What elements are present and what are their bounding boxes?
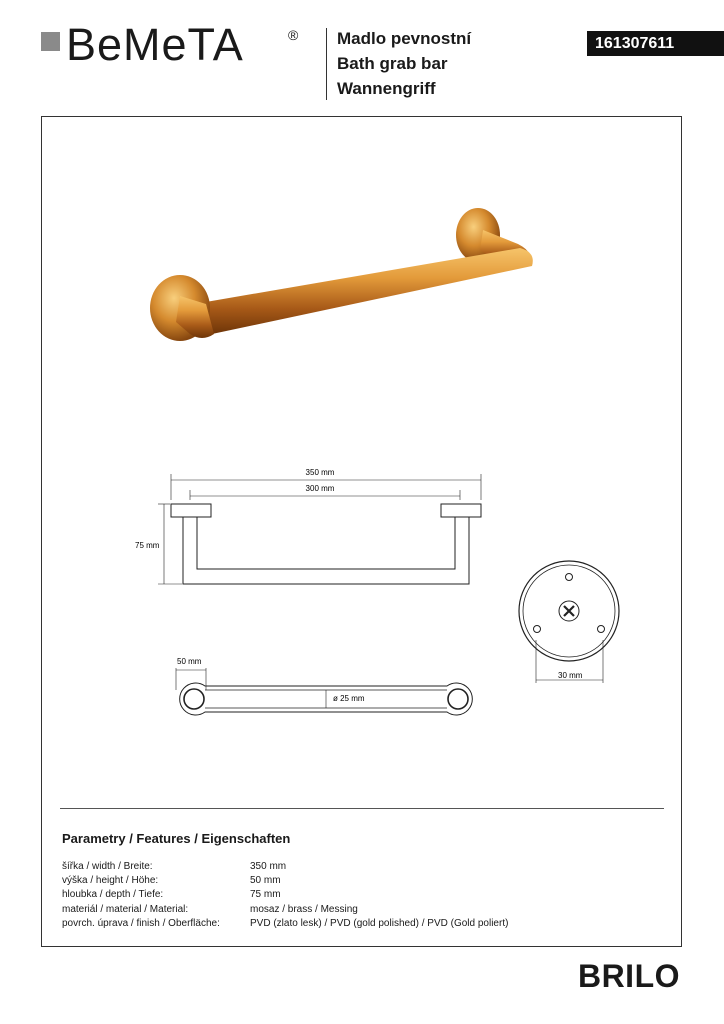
param-value: mosaz / brass / Messing [250, 903, 358, 915]
param-row [62, 888, 508, 902]
brand-logo: BeMeTA [66, 19, 244, 70]
dim-25: ø 25 mm [333, 694, 365, 703]
param-row [62, 903, 508, 917]
front-bar-outline [183, 517, 469, 584]
dim-300: 300 mm [305, 484, 335, 493]
params-table [62, 860, 508, 931]
product-code: 161307611 [587, 31, 724, 56]
dim-350: 350 mm [305, 468, 335, 477]
param-value: 50 mm [250, 875, 281, 887]
dim-50: 50 mm [177, 657, 202, 666]
param-value: 350 mm [250, 861, 287, 872]
section-divider [60, 808, 664, 809]
series-name: BRILO [577, 958, 680, 994]
dim-30: 30 mm [558, 671, 583, 680]
param-row [62, 874, 508, 888]
param-value: PVD (zlato lesk) / PVD (gold polished) / PVD (Gold poliert) [250, 917, 509, 929]
param-row [62, 917, 508, 931]
param-label: hloubka / depth / Tiefe: [62, 889, 164, 901]
title-cz: Madlo pevnostní [337, 29, 472, 48]
param-label: materiál / material / Material: [62, 903, 189, 915]
dim-75: 75 mm [135, 541, 160, 550]
front-flange-right [441, 504, 481, 517]
param-label: výška / height / Höhe: [62, 875, 159, 887]
param-label: šířka / width / Breite: [62, 861, 153, 872]
title-de: Wannengriff [337, 79, 436, 98]
param-row [62, 860, 508, 874]
title-en: Bath grab bar [337, 54, 448, 73]
params-heading: Parametry / Features / Eigenschaften [62, 831, 291, 846]
param-label: povrch. úprava / finish / Oberfläche: [62, 917, 220, 929]
param-value: 75 mm [250, 889, 281, 901]
front-flange-left [171, 504, 211, 517]
registered-mark: ® [288, 27, 299, 43]
